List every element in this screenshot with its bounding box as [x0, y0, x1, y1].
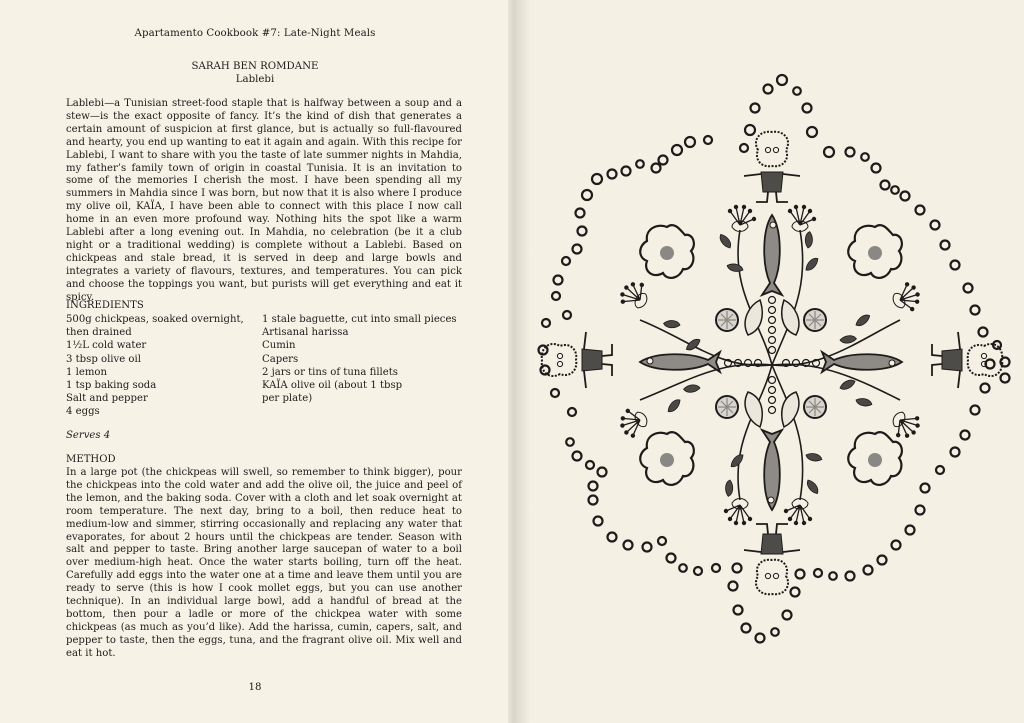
ingredient-item: Cumin	[262, 340, 296, 352]
ingredients-column-1	[66, 313, 244, 419]
ingredient-item: 500g chickpeas, soaked overnight,	[66, 314, 244, 325]
dish-title: Lablebi	[235, 74, 275, 85]
ingredient-item: 3 tbsp olive oil	[66, 353, 141, 365]
ingredient-item: 1 stale baguette, cut into small pieces	[262, 314, 457, 325]
running-head: Apartamento Cookbook #7: Late-Night Meals	[134, 28, 376, 39]
ingredient-item: 1½L cold water	[66, 340, 147, 352]
intro-paragraph: Lablebi—a Tunisian street-food staple that is halfway between a soup and a stew—is the exact opposite of fancy. It’s the kind of dish that generates a certain amount of suspicion at first glance, but is actually so full-flavoured and hearty, you end up wanting to eat it again and again. With this recipe for Lablebi, I want to share with you the taste of late summer nights in Mahdia, my father’s family town of origin in coastal Tunisia. It is an invitation to some of the memories I cherish the most. I have been spending all my summers in Mahdia since I was born, but now that it is also where I produce my olive oil, KAÏA, I have been able to connect with this place I now call home in an even more profound way. Nothing hits the spot like a warm Lablebi after a long evening out. In Mahdia, no celebration (be it a club night or a traditional wedding) is complete without a Lablebi. Based on chickpeas and stale bread, it is served in deep and large bowls and integrates a variety of flavours, textures, and temperatures. You can pick and choose the toppings you want, but purists will get everything and eat it spicy.	[66, 98, 462, 303]
ingredient-item: 1 tsp baking soda	[66, 380, 157, 392]
left-page	[0, 0, 510, 723]
ingredient-item: per plate)	[262, 393, 313, 405]
mandala-illustration	[530, 60, 1024, 680]
method-paragraph: In a large pot (the chickpeas will swell, so remember to think bigger), pour the chickpeas into the cold water and add the olive oil, the juice and peel of the lemon, and the baking soda. Cover with a cloth and let soak overnight at room temperature. The next day, bring to a boil, then reduce heat to medium-low and simmer, stirring occasionally and replacing any water that evaporates, for about 2 hours until the chickpeas are tender. Season with salt and pepper to taste. Bring another large saucepan of water to a boil over medium-high heat. Once the water starts boiling, turn off the heat. Carefully add eggs into the water one at a time and leave them until you are ready to serve (this is how I cook mollet eggs, but you can use another technique). In an individual large bowl, add a handful of bread at the bottom, then pour a ladle or more of the chickpea water with some chickpeas (as much as you’d like). Add the harissa, cumin, capers, salt, and pepper to taste, then the eggs, tuna, and the fragrant olive oil. Mix well and eat it hot.	[66, 467, 462, 659]
recipe-author: SARAH BEN ROMDANE	[191, 61, 319, 72]
ingredients-heading: INGREDIENTS	[66, 300, 144, 311]
method-heading: METHOD	[66, 454, 116, 465]
page-number: 18	[248, 682, 262, 693]
ingredient-item: Salt and pepper	[66, 393, 148, 405]
ingredient-item: 2 jars or tins of tuna fillets	[262, 366, 398, 378]
ingredient-item: Artisanal harissa	[262, 327, 349, 339]
ingredient-item: Capers	[262, 353, 299, 365]
book-gutter	[508, 0, 530, 723]
serves-note: Serves 4	[66, 430, 111, 441]
ingredient-item: 1 lemon	[66, 366, 107, 378]
ingredient-item: 4 eggs	[66, 406, 100, 418]
ingredient-item: then drained	[66, 327, 132, 339]
ingredients-column-2	[262, 313, 457, 405]
ingredient-item: KAÏA olive oil (about 1 tbsp	[262, 380, 403, 392]
